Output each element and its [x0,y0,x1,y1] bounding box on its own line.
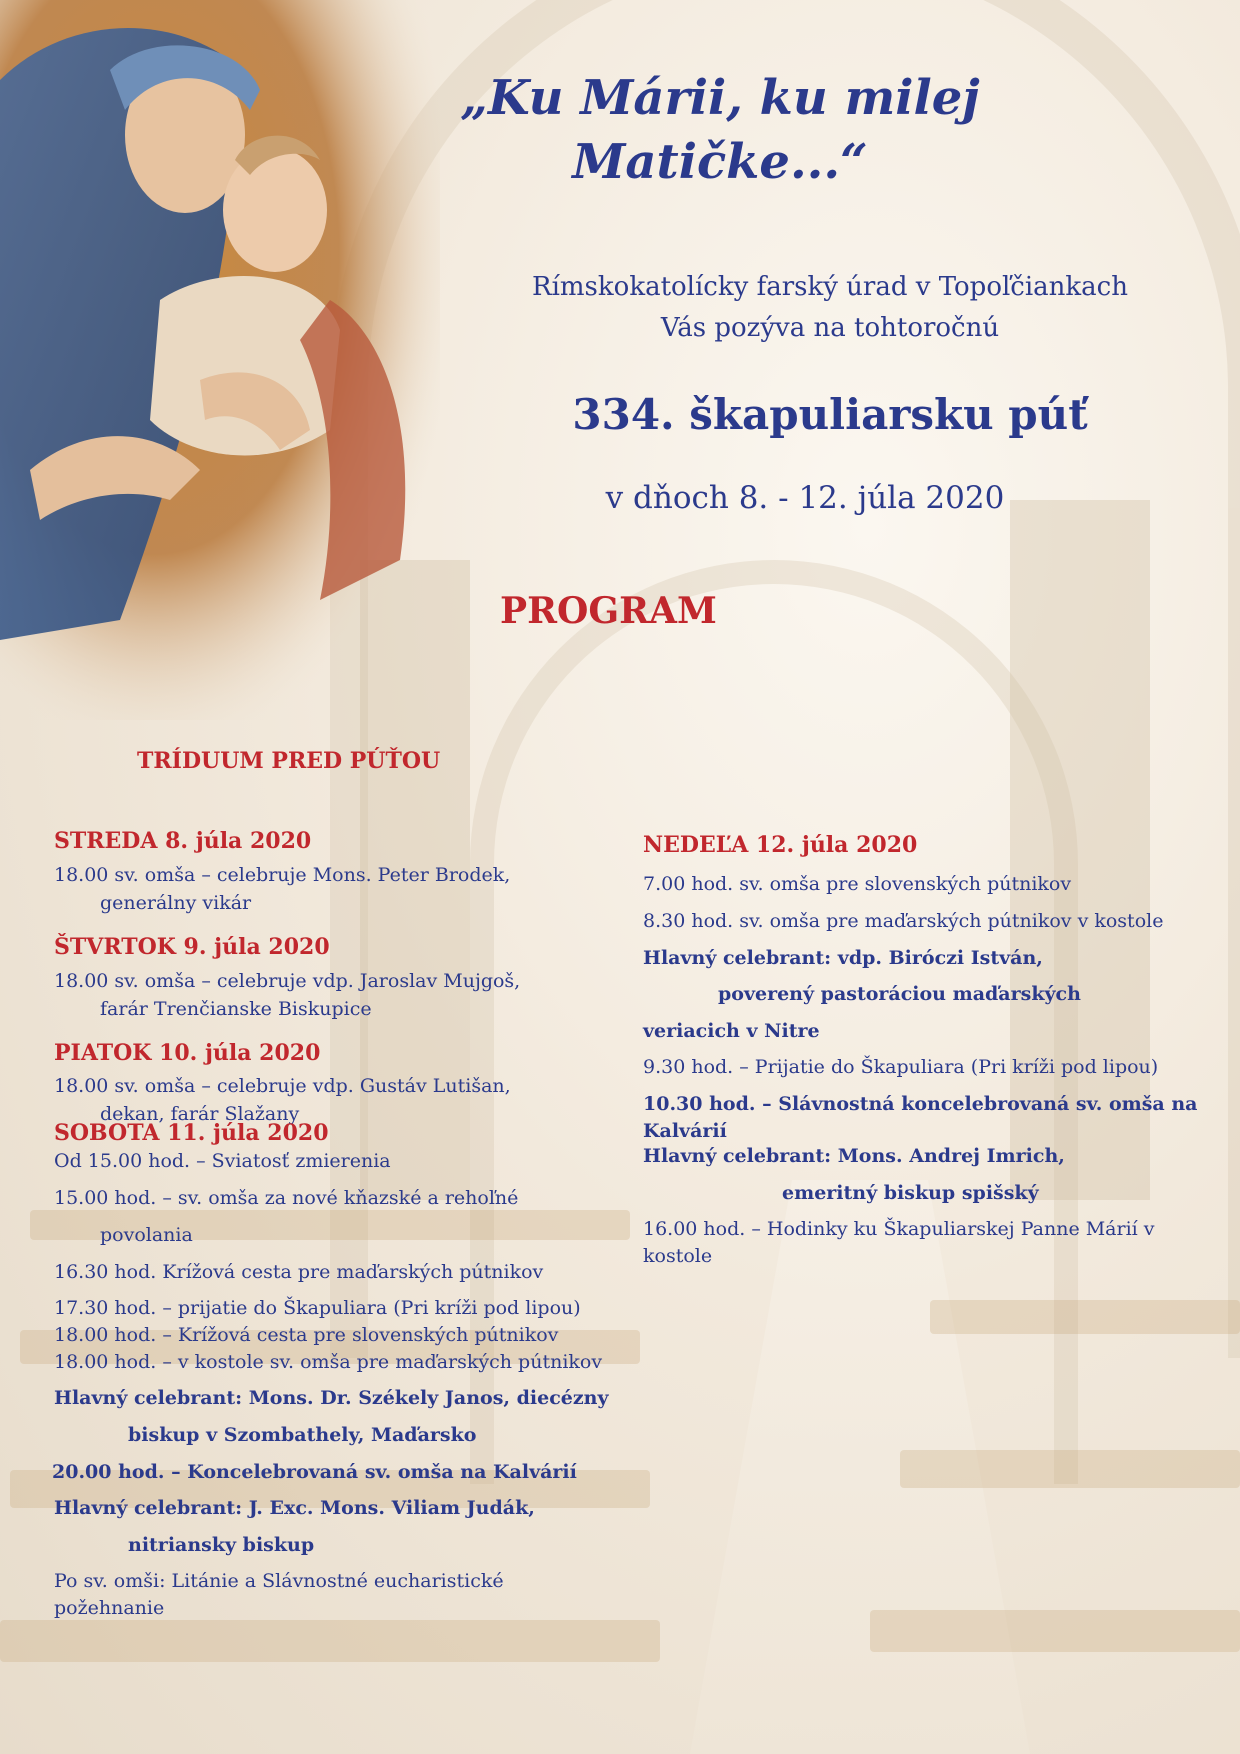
schedule-line: 16.00 hod. – Hodinky ku Škapuliarskej Panne Márií v [643,1218,1155,1240]
celebrant-line: Hlavný celebrant: Mons. Andrej Imrich, [643,1145,1065,1167]
schedule-line: Od 15.00 hod. – Sviatosť zmierenia [54,1150,391,1172]
celebrant-line: biskup v Szombathely, Maďarsko [128,1424,477,1446]
schedule-line-highlight: 20.00 hod. – Koncelebrovaná sv. omša na Kalvárií [52,1461,577,1483]
background-pew [0,1620,660,1662]
celebrant-line: Hlavný celebrant: vdp. Biróczi István, [643,947,1043,969]
parish-invitation-line2: Vás pozýva na tohtoročnú [660,313,1000,343]
schedule-line: 18.00 hod. – v kostole sv. omša pre maďarských pútnikov [54,1351,603,1373]
schedule-line: dekan, farár Slažany [100,1103,300,1125]
background-pew [870,1610,1240,1652]
schedule-line: generálny vikár [100,892,252,914]
day-heading-nedela: NEDEĽA 12. júla 2020 [643,832,918,858]
parish-invitation-line1: Rímskokatolícky farský úrad v Topoľčiankach [532,272,1128,302]
schedule-line: farár Trenčianske Biskupice [100,998,372,1020]
celebrant-line: nitriansky biskup [128,1534,315,1556]
day-heading-piatok: PIATOK 10. júla 2020 [54,1040,321,1066]
poster-title-line1: „Ku Márii, ku milej [460,70,980,126]
schedule-line: povolania [100,1224,193,1246]
background-pew [900,1450,1240,1488]
day-heading-streda: STREDA 8. júla 2020 [54,828,312,854]
schedule-line-highlight: 10.30 hod. – Slávnostná koncelebrovaná sv. omša na [643,1093,1198,1115]
celebrant-line: poverený pastoráciou maďarských [718,983,1081,1005]
schedule-line: 15.00 hod. – sv. omša za nové kňazské a rehoľné [54,1187,519,1209]
schedule-line: 16.30 hod. Krížová cesta pre maďarských pútnikov [54,1261,544,1283]
event-dates: v dňoch 8. - 12. júla 2020 [605,480,1005,516]
schedule-line: 18.00 sv. omša – celebruje Mons. Peter Brodek, [54,864,511,886]
triduum-heading: TRÍDUUM PRED PÚŤOU [137,748,441,774]
schedule-line: kostole [643,1245,713,1267]
schedule-line: 8.30 hod. sv. omša pre maďarských pútnikov v kostole [643,910,1164,932]
background-pew [930,1300,1240,1334]
madonna-painting [0,0,440,720]
poster-title-line2: Matičke...“ [572,134,868,190]
celebrant-line: veriacich v Nitre [643,1020,820,1042]
event-name: 334. škapuliarsku púť [572,390,1088,439]
schedule-line: 18.00 hod. – Krížová cesta pre slovenských pútnikov [54,1324,559,1346]
celebrant-line: emeritný biskup spišský [782,1182,1039,1204]
celebrant-line: Hlavný celebrant: J. Exc. Mons. Viliam Judák, [54,1497,535,1519]
schedule-line: 18.00 sv. omša – celebruje vdp. Jaroslav Mujgoš, [54,970,521,992]
schedule-line: 18.00 sv. omša – celebruje vdp. Gustáv Lutišan, [54,1075,511,1097]
schedule-line-highlight: Kalvárií [643,1120,727,1142]
program-heading: PROGRAM [500,590,717,632]
schedule-line: 9.30 hod. – Prijatie do Škapuliara (Pri kríži pod lipou) [643,1056,1159,1078]
celebrant-line: Hlavný celebrant: Mons. Dr. Székely Janos, diecézny [54,1387,609,1409]
schedule-line: požehnanie [54,1597,165,1619]
schedule-line: 17.30 hod. – prijatie do Škapuliara (Pri kríži pod lipou) [54,1297,581,1319]
day-heading-sobota: SOBOTA 11. júla 2020 [54,1120,329,1146]
day-heading-stvrtok: ŠTVRTOK 9. júla 2020 [54,934,330,960]
schedule-line: 7.00 hod. sv. omša pre slovenských pútnikov [643,873,1072,895]
schedule-line: Po sv. omši: Litánie a Slávnostné eucharistické [54,1570,504,1592]
